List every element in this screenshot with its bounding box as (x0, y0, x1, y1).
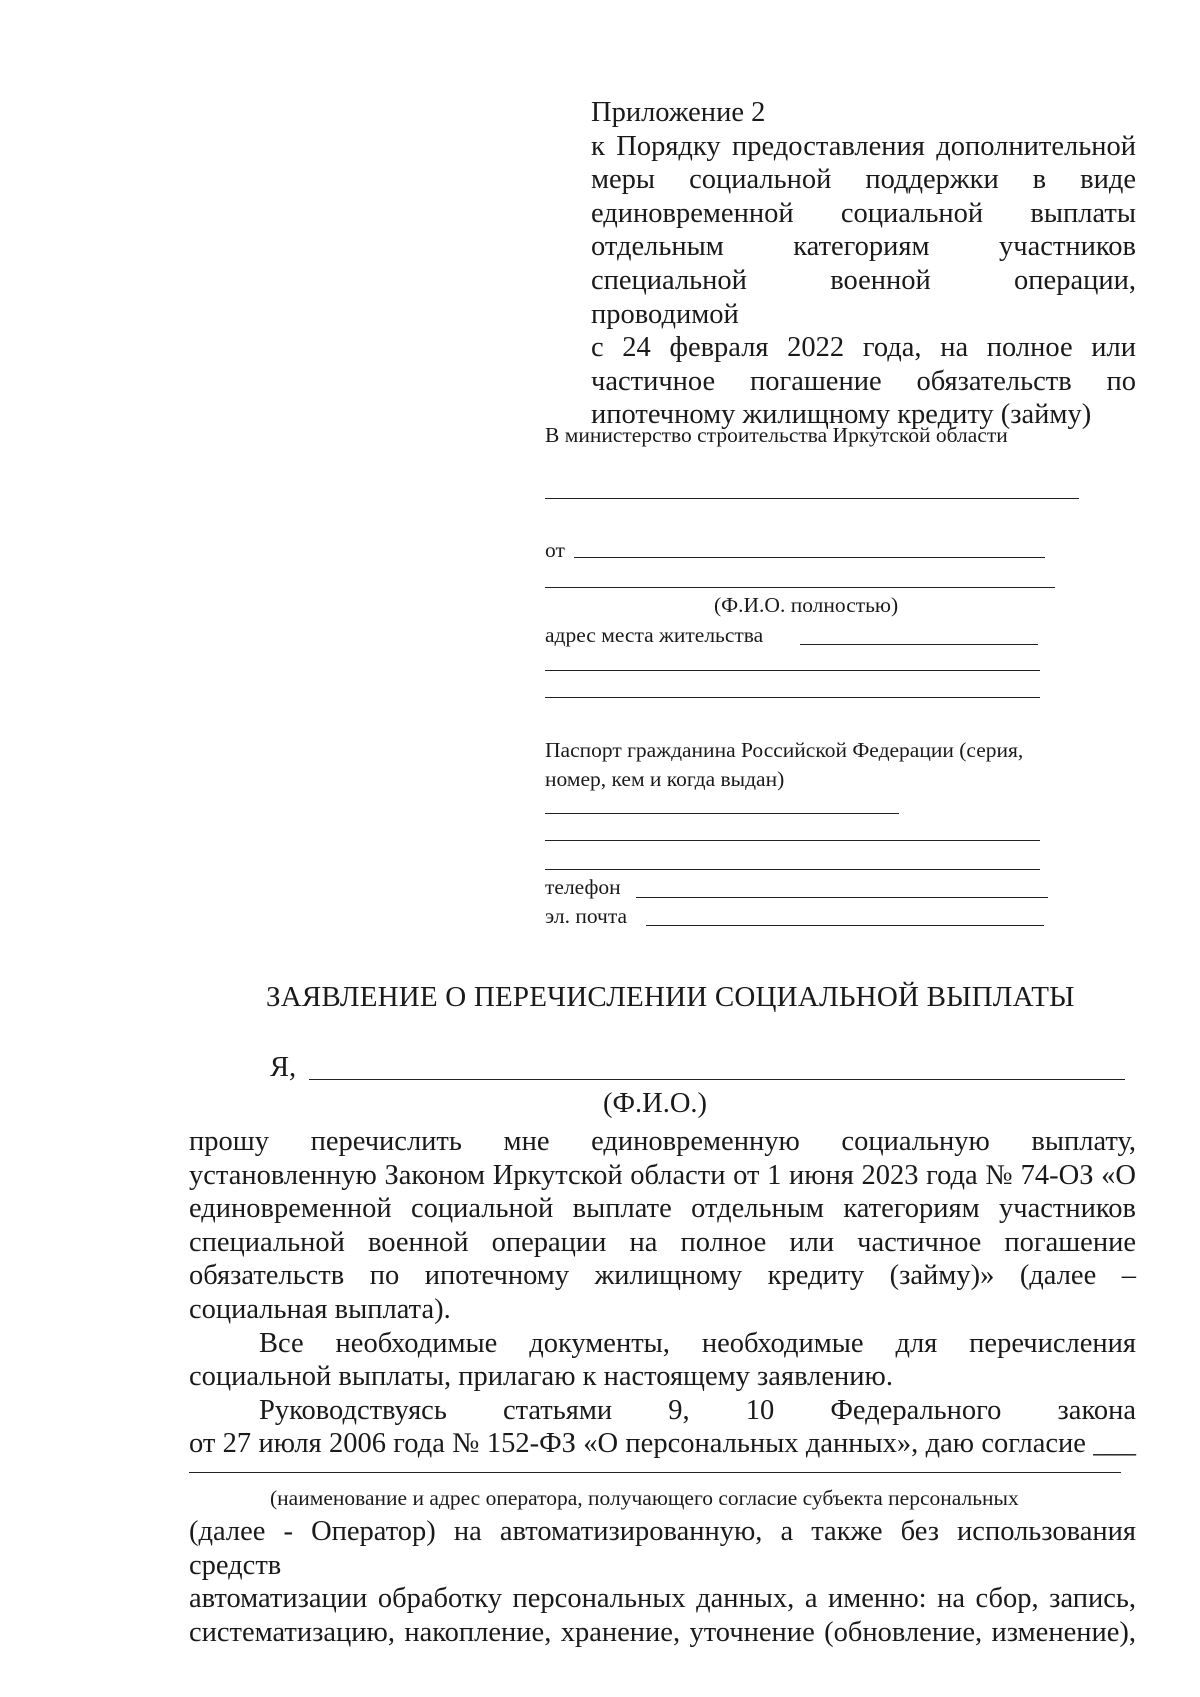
email-blank-line[interactable] (646, 925, 1044, 926)
email-label: эл. почта (545, 904, 628, 928)
text-line: систематизацию, накопление, хранение, уточнение (обновление, изменение), (189, 1616, 1136, 1648)
fio-blank-line[interactable] (545, 587, 1055, 588)
text-line: социальная выплата). (189, 1293, 451, 1325)
passport-label: Паспорт гражданина Российской Федерации (серия, (545, 738, 1024, 762)
annex-header (591, 96, 1136, 432)
i-label: Я, (270, 1052, 297, 1083)
statement-paragraph-4 (189, 1515, 1136, 1649)
annex-line: отдельным категориям участников (591, 231, 1136, 263)
fio-caption: (Ф.И.О. полностью) (714, 593, 899, 617)
passport-blank-line[interactable] (545, 840, 1040, 841)
text-line: обязательств по ипотечному жилищному кредиту (займу)» (далее – (189, 1260, 1136, 1292)
statement-paragraph-1 (189, 1125, 1136, 1461)
operator-blank-line[interactable] (189, 1472, 1121, 1473)
passport-blank-line[interactable] (545, 813, 899, 814)
text-line: единовременной социальной выплате отдельным категориям участников (189, 1193, 1136, 1225)
passport-blank-line[interactable] (545, 869, 1040, 870)
ministry-addressee: В министерство строительства Иркутской области (545, 423, 1008, 447)
annex-line: ипотечному жилищному кредиту (займу) (591, 399, 1092, 431)
fio-short-caption: (Ф.И.О.) (603, 1088, 708, 1119)
text-line: (далее - Оператор) на автоматизированную, а также без использования средств (189, 1516, 1136, 1581)
text-line: прошу перечислить мне единовременную социальную выплату, (189, 1126, 1136, 1157)
annex-line: Приложение 2 (591, 97, 766, 128)
text-line: специальной военной операции на полное или частичное погашение (189, 1226, 1136, 1258)
from-label: от (545, 538, 565, 562)
text-line: социальной выплаты, прилагаю к настоящему заявлению. (189, 1361, 893, 1393)
address-blank-line[interactable] (800, 644, 1038, 645)
document-title: ЗАЯВЛЕНИЕ О ПЕРЕЧИСЛЕНИИ СОЦИАЛЬНОЙ ВЫПЛАТЫ (266, 981, 1075, 1013)
applicant-fio-blank-line[interactable] (309, 1079, 1125, 1080)
addressee-blank-line[interactable] (545, 498, 1079, 499)
address-blank-line[interactable] (545, 670, 1040, 671)
annex-line: специальной военной операции, проводимой (591, 264, 1136, 330)
phone-blank-line[interactable] (636, 897, 1048, 898)
annex-line: к Порядку предоставления дополнительной (591, 130, 1136, 162)
text-line: Все необходимые документы, необходимые для перечисления (259, 1327, 1136, 1359)
address-label: адрес места жительства (545, 623, 764, 647)
operator-caption: (наименование и адрес оператора, получающего согласие субъекта персональных (270, 1486, 1019, 1510)
text-line: от 27 июля 2006 года № 152-ФЗ «О персональных данных», даю согласие ___ (189, 1428, 1136, 1460)
passport-label: номер, кем и когда выдан) (545, 767, 785, 791)
text-line: установленную Законом Иркутской области от 1 июня 2023 года № 74-ОЗ «О (189, 1159, 1136, 1191)
annex-line: единовременной социальной выплаты (591, 197, 1136, 229)
address-blank-line[interactable] (545, 697, 1040, 698)
text-line: Руководствуясь статьями 9, 10 Федерального закона (259, 1394, 1136, 1426)
from-blank-line[interactable] (574, 557, 1045, 558)
phone-label: телефон (545, 875, 621, 899)
annex-line: частичное погашение обязательств по (591, 365, 1136, 397)
annex-line: меры социальной поддержки в виде (591, 164, 1136, 196)
text-line: автоматизации обработку персональных данных, а именно: на сбор, запись, (189, 1583, 1136, 1615)
annex-line: с 24 февраля 2022 года, на полное или (591, 332, 1136, 364)
